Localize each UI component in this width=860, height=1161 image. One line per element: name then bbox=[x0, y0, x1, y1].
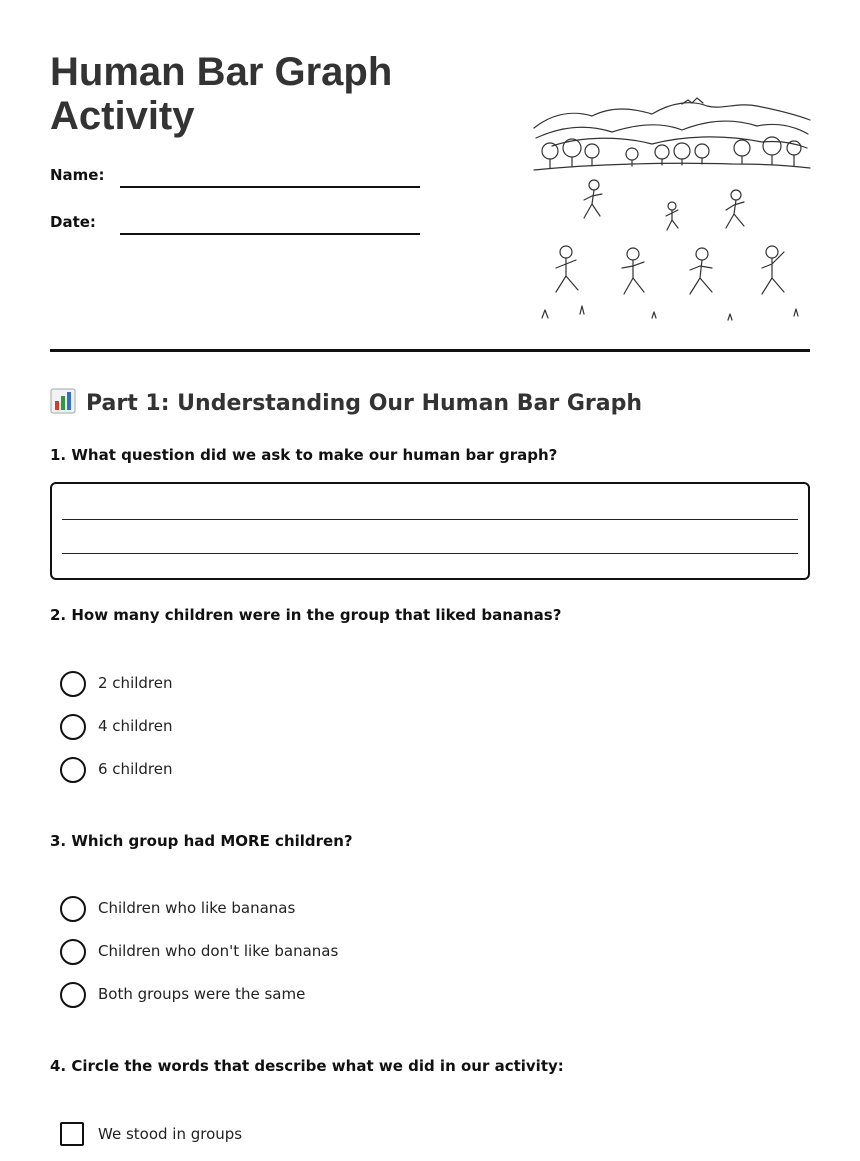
date-label: Date: bbox=[50, 213, 96, 231]
name-field[interactable] bbox=[50, 166, 420, 188]
question-1: 1. What question did we ask to make our human bar graph? bbox=[50, 446, 558, 464]
radio-button[interactable] bbox=[60, 982, 86, 1008]
checkbox[interactable] bbox=[60, 1122, 84, 1146]
header-divider bbox=[50, 349, 810, 352]
name-label: Name: bbox=[50, 166, 105, 184]
part1-heading-text: Part 1: Understanding Our Human Bar Graph bbox=[86, 391, 643, 416]
radio-button[interactable] bbox=[60, 714, 86, 740]
part1-heading bbox=[50, 388, 642, 416]
radio-button[interactable] bbox=[60, 939, 86, 965]
radio-button[interactable] bbox=[60, 757, 86, 783]
bar-chart-icon bbox=[50, 388, 76, 414]
children-playing-illustration bbox=[532, 96, 812, 328]
date-write-line[interactable] bbox=[120, 233, 420, 235]
question-4: 4. Circle the words that describe what we did in our activity: bbox=[50, 1057, 564, 1075]
question-2: 2. How many children were in the group that liked bananas? bbox=[50, 606, 562, 624]
name-write-line[interactable] bbox=[120, 186, 420, 188]
option-label: 4 children bbox=[98, 717, 173, 735]
answer-line-2 bbox=[62, 553, 798, 554]
date-field[interactable] bbox=[50, 213, 420, 235]
radio-button[interactable] bbox=[60, 896, 86, 922]
question-1-answer-box[interactable] bbox=[50, 482, 810, 580]
option-label: We stood in groups bbox=[98, 1125, 243, 1143]
radio-button[interactable] bbox=[60, 671, 86, 697]
answer-line-1 bbox=[62, 519, 798, 520]
option-label: Children who like bananas bbox=[98, 899, 296, 917]
option-label: Both groups were the same bbox=[98, 985, 306, 1003]
option-label: 2 children bbox=[98, 674, 173, 692]
worksheet-title: Human Bar Graph Activity bbox=[50, 50, 393, 138]
option-label: 6 children bbox=[98, 760, 173, 778]
question-3: 3. Which group had MORE children? bbox=[50, 832, 353, 850]
option-label: Children who don't like bananas bbox=[98, 942, 339, 960]
